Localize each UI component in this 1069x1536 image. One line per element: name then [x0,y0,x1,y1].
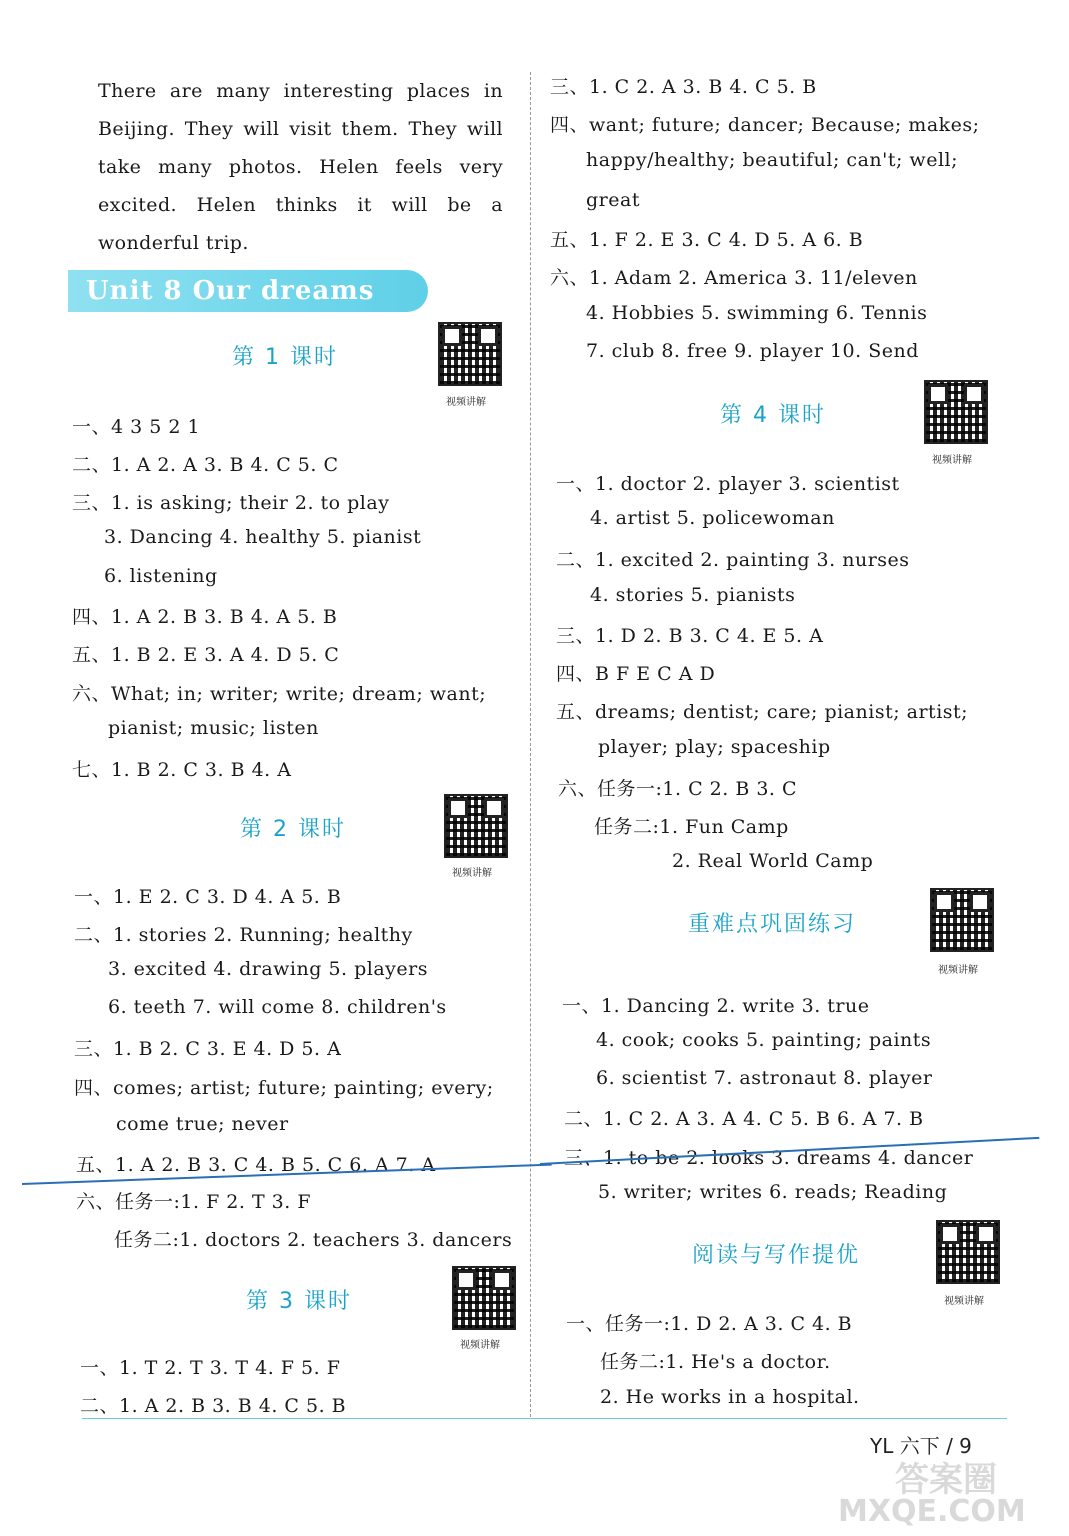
story-summary: There are many interesting places in Beijing. They will visit them. They will take many photos. Helen feels very excited. Helen thinks it will be a wonderful trip. [98,80,503,254]
answer-line: 任务二:1. doctors 2. teachers 3. dancers [114,1229,513,1251]
answer-line: 三、1. is asking; their 2. to play [72,492,390,514]
answer-line: 3. Dancing 4. healthy 5. pianist [104,526,422,548]
unit-title: Unit 8 Our dreams [86,276,375,306]
answer-line: 2. Real World Camp [672,850,874,872]
qr-label: 视频讲解 [932,455,972,466]
answer-line: 二、1. A 2. A 3. B 4. C 5. C [72,454,339,476]
answer-line: 6. scientist 7. astronaut 8. player [596,1067,933,1089]
review-title: 重难点巩固练习 [688,912,857,937]
answer-line: 五、1. B 2. E 3. A 4. D 5. C [72,644,340,666]
lesson-2-title: 第 2 课时 [240,817,346,842]
answer-line: 五、1. F 2. E 3. C 4. D 5. A 6. B [550,229,864,251]
answer-line: 六、1. Adam 2. America 3. 11/eleven [550,267,918,289]
answer-line: 7. club 8. free 9. player 10. Send [586,340,919,362]
lesson-1-title: 第 1 课时 [232,345,338,370]
answer-line: 三、1. D 2. B 3. C 4. E 5. A [556,625,824,647]
answer-line: 一、1. doctor 2. player 3. scientist [556,473,900,495]
qr-label: 视频讲解 [446,397,486,408]
answer-line: 二、1. stories 2. Running; healthy [74,924,413,946]
answer-line: 四、1. A 2. B 3. B 4. A 5. B [72,606,338,628]
answer-line: 三、1. B 2. C 3. E 4. D 5. A [74,1038,342,1060]
qr-code-icon[interactable] [452,1266,516,1330]
answer-line: player; play; spaceship [598,736,831,758]
answer-line: 一、4 3 5 2 1 [72,416,201,438]
column-divider [530,72,531,1417]
answer-line: 二、1. C 2. A 3. A 4. C 5. B 6. A 7. B [564,1108,924,1130]
qr-label: 视频讲解 [944,1296,984,1307]
answer-line: 4. artist 5. policewoman [590,507,835,529]
answer-line: 4. cook; cooks 5. painting; paints [596,1029,932,1051]
qr-label: 视频讲解 [938,965,978,976]
answer-line: 4. stories 5. pianists [590,584,796,606]
answer-line: 一、1. Dancing 2. write 3. true [562,995,870,1017]
answer-line: 七、1. B 2. C 3. B 4. A [72,759,292,781]
footer-rule [82,1418,1007,1419]
answer-line: 5. writer; writes 6. reads; Reading [598,1181,948,1203]
answer-line: 6. teeth 7. will come 8. children's [108,996,447,1018]
answer-line: 六、任务一:1. C 2. B 3. C [558,778,798,800]
answer-line: pianist; music; listen [108,717,319,739]
watermark: MXQE.COM [838,1494,1026,1529]
qr-label: 视频讲解 [452,868,492,879]
answer-line: 6. listening [104,565,218,587]
answer-line: 二、1. A 2. B 3. B 4. C 5. B [80,1395,347,1417]
answer-line: 任务二:1. Fun Camp [594,816,789,838]
qr-code-icon[interactable] [930,888,994,952]
qr-label: 视频讲解 [460,1340,500,1351]
qr-code-icon[interactable] [936,1220,1000,1284]
answer-line: 三、1. C 2. A 3. B 4. C 5. B [550,76,817,98]
answer-line: 五、dreams; dentist; care; pianist; artist; [556,701,969,723]
answer-line: happy/healthy; beautiful; can't; well; [586,149,958,171]
page-footer: YL 六下 / 9 [870,1434,972,1458]
qr-code-icon[interactable] [444,794,508,858]
answer-line: 一、1. E 2. C 3. D 4. A 5. B [74,886,342,908]
answer-line: 任务二:1. He's a doctor. [600,1351,831,1373]
answer-line: 3. excited 4. drawing 5. players [108,958,428,980]
answer-line: 六、任务一:1. F 2. T 3. F [76,1191,312,1213]
answer-line: 四、comes; artist; future; painting; every; [74,1077,494,1099]
lesson-4-title: 第 4 课时 [720,403,826,428]
answer-line: 三、1. to be 2. looks 3. dreams 4. dancer [564,1147,974,1169]
answer-line: 4. Hobbies 5. swimming 6. Tennis [586,302,928,324]
answer-line: come true; never [116,1113,289,1135]
answer-line: 四、want; future; dancer; Because; makes; [550,114,980,136]
lesson-3-title: 第 3 课时 [246,1289,352,1314]
watermark: 答案圈 [895,1460,997,1500]
qr-code-icon[interactable] [438,322,502,386]
answer-line: 一、1. T 2. T 3. T 4. F 5. F [80,1357,341,1379]
answer-line: 六、What; in; writer; write; dream; want; [72,683,487,705]
answer-line: great [586,189,640,211]
answer-line: 四、B F E C A D [556,663,716,685]
answer-line: 2. He works in a hospital. [600,1386,860,1408]
answer-line: 一、任务一:1. D 2. A 3. C 4. B [566,1313,853,1335]
answer-line: 二、1. excited 2. painting 3. nurses [556,549,910,571]
answer-line: 五、1. A 2. B 3. C 4. B 5. C 6. A 7. A [76,1154,436,1176]
qr-code-icon[interactable] [924,380,988,444]
reading-title: 阅读与写作提优 [692,1243,861,1268]
